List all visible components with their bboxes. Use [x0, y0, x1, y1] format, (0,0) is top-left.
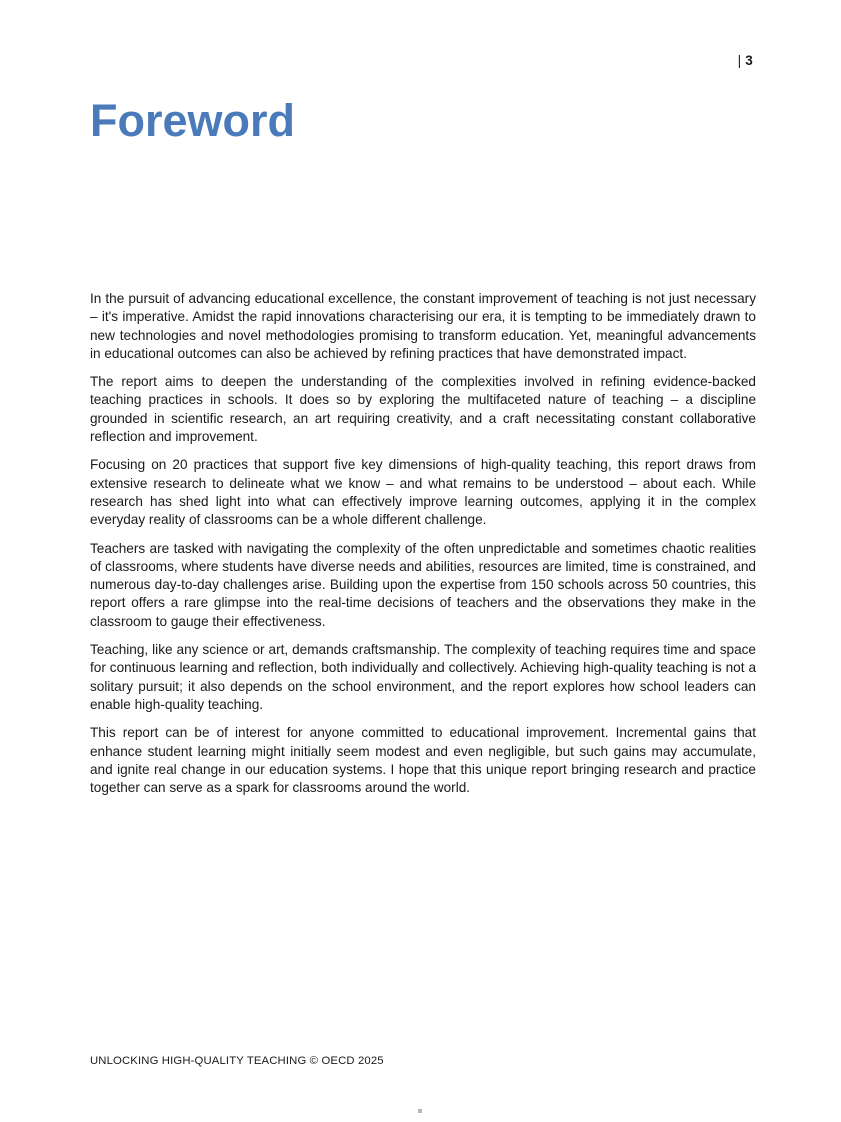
body-paragraph: Teaching, like any science or art, demands craftsmanship. The complexity of teaching requires time and space for continuous learning and reflection, both individually and collectively. Achieving high-quality teaching is not a solitary pursuit; it also depends on the school environment, and the report explores how school leaders can enable high-quality teaching.: [90, 642, 756, 712]
body-text: [90, 290, 756, 807]
body-paragraph: Teachers are tasked with navigating the complexity of the often unpredictable and sometimes chaotic realities of classrooms, where students have diverse needs and abilities, resources are limited, time is constrained, and numerous day-to-day challenges arise. Building upon the expertise from 150 schools across 50 countries, this report offers a rare glimpse into the real-time decisions of teachers and the observations they make in the classroom to gauge their effectiveness.: [90, 540, 756, 629]
footer-running-title: UNLOCKING HIGH-QUALITY TEACHING © OECD 2025: [90, 1055, 384, 1067]
page-artifact-dot: [418, 1109, 422, 1113]
body-paragraph: This report can be of interest for anyone committed to educational improvement. Incremental gains that enhance student learning might initially seem modest and even negligible, but such gains may accumulate, and ignite real change in our education systems. I hope that this unique report bringing research and practice together can serve as a spark for classrooms around the world.: [90, 725, 756, 796]
body-paragraph: In the pursuit of advancing educational excellence, the constant improvement of teaching is not just necessary – it's imperative. Amidst the rapid innovations characterising our era, it is tempting to be immediately drawn to new technologies and novel methodologies promising to transform education. Yet, meaningful advancements in educational outcomes can also be achieved by refining practices that have demonstrated impact.: [90, 291, 756, 361]
page-number-separator: |: [737, 53, 742, 68]
body-paragraph: Focusing on 20 practices that support five key dimensions of high-quality teaching, this report draws from extensive research to delineate what we know – and what remains to be understood – about each. While research has shed light into what can effectively improve learning outcomes, applying it in the complex everyday reality of classrooms can be a whole different challenge.: [90, 457, 756, 528]
page-title: Foreword: [90, 95, 296, 146]
body-paragraph: The report aims to deepen the understanding of the complexities involved in refining evidence-backed teaching practices in schools. It does so by exploring the multifaceted nature of teaching – a discipline grounded in scientific research, an art requiring creativity, and a craft necessitating constant collaborative reflection and improvement.: [90, 374, 756, 445]
page-number: [738, 53, 753, 68]
page-number-value: 3: [745, 53, 753, 68]
